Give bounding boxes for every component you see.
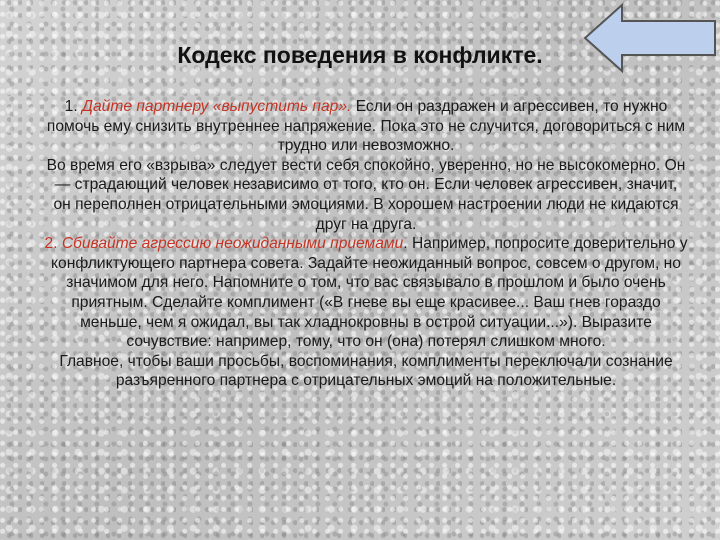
item-number: 1. <box>64 98 78 115</box>
paragraph-text: . Например, попросите доверительно у конфликтующего партнера совета. Задайте неожиданный вопрос, совсем о другом, но значимом для него. Напомните о том, что вас связывало в прошлом и было очень приятным. Сделайте комплимент («В гневе вы еще красивее... Ваш гнев гораздо меньше, чем я ожидал, вы так хладнокровны в острой ситуации...»). Выразите сочувствие: например, тому, что он (она) потерял слишком много. <box>51 235 688 351</box>
slide-title: Кодекс поведения в конфликте. <box>177 42 543 68</box>
slide-body <box>44 97 688 391</box>
paragraph-2: Во время его «взрыва» следует вести себя спокойно, уверенно, но не высокомерно. Он — страдающий человек независимо от того, кто он. Если человек агрессивен, значит, он переполнен отрицательными эмоциями. В хорошем настроении люди не кидаются друг на друга. <box>46 156 686 233</box>
paragraph-4: Главное, чтобы ваши просьбы, воспоминания, комплименты переключали сознание разъяренного партнера с отрицательных эмоций на положительные. <box>59 352 673 390</box>
paragraph-3 <box>44 234 688 352</box>
paragraph-1 <box>44 97 688 156</box>
item-number: 2. <box>44 235 58 253</box>
highlight-phrase: Дайте партнеру «выпустить пар». <box>82 98 352 115</box>
highlight-phrase: Сбивайте агрессию неожиданными приемами <box>61 235 404 253</box>
paragraph-text: Если он раздражен и агрессивен, то нужно помочь ему снизить внутреннее напряжение. Пока это не случится, договориться с ним трудно или невозможно. <box>46 98 686 155</box>
